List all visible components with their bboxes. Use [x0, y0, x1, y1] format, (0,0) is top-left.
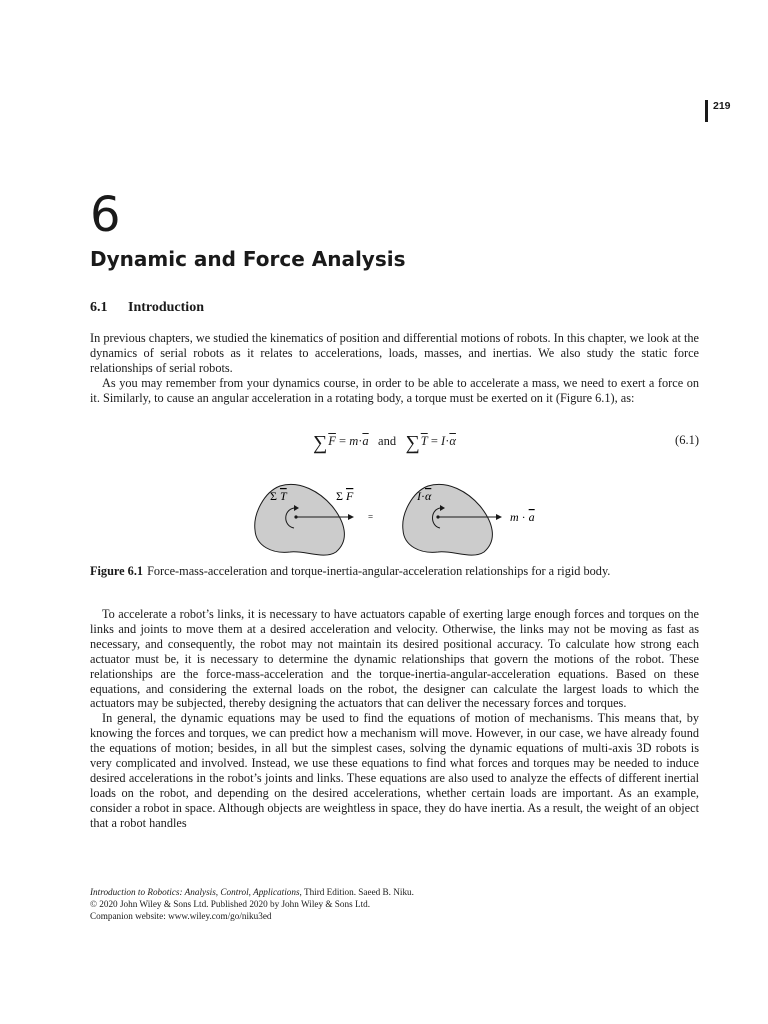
paragraph: In previous chapters, we studied the kinematics of position and differential motions of robots. In this chapter, we look at the dynamics of serial robots as it relates to accelerations, loads, masses, and inertias. We also study the static force relationships of serial robots. — [90, 331, 699, 375]
rigid-body-left — [255, 484, 345, 555]
edition-author: , Third Edition. Saeed B. Niku. — [299, 887, 414, 897]
caption-label: Figure 6.1 — [90, 564, 144, 578]
footer — [90, 886, 414, 922]
figure-caption — [90, 564, 699, 579]
inertia-label: I·α — [417, 489, 432, 503]
book-title: Introduction to Robotics: Analysis, Control, Applications — [90, 887, 300, 897]
paragraph: As you may remember from your dynamics course, in order to be able to accelerate a mass, we need to exert a force on it. Similarly, to cause an angular acceleration in a rotating body, a torque must be exerted on it (Figure 6.1), as: — [90, 375, 699, 405]
sum-symbol: ∑ — [405, 432, 420, 454]
dot-operator: · — [358, 434, 363, 448]
footer-citation — [90, 886, 414, 898]
chapter-title: Dynamic and Force Analysis — [90, 247, 406, 271]
equation-connector: and — [378, 434, 397, 448]
dot-operator: · — [445, 434, 450, 448]
intro-text — [90, 331, 699, 406]
torque-label: Σ T — [270, 489, 287, 503]
figure-6-1 — [250, 478, 550, 560]
equation-expression: $\sum\overline{F} = m\cdot\overline{a}$ and $\sum\overline{T} = I\cdot\overline{\alpha}$ — [313, 432, 456, 454]
paragraph: In general, the dynamic equations may be used to find the equations of motion of mechanisms. This means that, by knowing the forces and torques, we can predict how a mechanism will move. However, in our case, we have already found the equations of motion; besides, in all but the simplest cases, solving the dynamic equations of multi-axis 3D robots is very complicated and involved. Instead, we use these equations to find what forces and torques may be needed to induce desired accelerations in the robot’s joints and links. These equations are also used to analyze the effects of different inertial loads on the robot, and depending on the desired accelerations, whether certain loads are important. As an example, consider a robot in space. Although objects are weightless in space, they do have inertia. As a result, the weight of an object that a robot handles — [90, 711, 699, 830]
force-vector: $\overline{F}$ — [328, 434, 336, 448]
ma-label: m · a — [510, 510, 535, 524]
sum-symbol: ∑ — [313, 432, 328, 454]
torque-vector: $\overline{T}$ — [420, 434, 428, 448]
acceleration-vector: $\overline{a}$ — [362, 434, 369, 448]
equation-6-1 — [90, 430, 699, 452]
body-text — [90, 607, 699, 831]
equation-number: (6.1) — [675, 433, 699, 447]
section-title: Introduction — [128, 300, 204, 315]
page-number: 219 — [705, 100, 731, 122]
force-label: Σ F — [336, 489, 354, 503]
mass-symbol: m — [349, 434, 359, 448]
section-number: 6.1 — [90, 300, 108, 315]
companion-website: Companion website: www.wiley.com/go/niku3ed — [90, 911, 272, 921]
equals-sign: = — [368, 512, 374, 522]
inertia-symbol: I — [441, 434, 446, 448]
copyright: © 2020 John Wiley & Sons Ltd. Published 2020 by John Wiley & Sons Ltd. — [90, 899, 371, 909]
paragraph: To accelerate a robot’s links, it is necessary to have actuators capable of exerting large enough forces and torques on the links and joints to move them at a desired acceleration and velocity. Otherwise, the links may not be moving as fast as necessary, and consequently, the robot may not maintain its desired positional accuracy. To calculate how strong each actuator must be, it is necessary to determine the dynamic relationships that govern the motions of the robot. These relationships are the force-mass-acceleration and the torque-inertia-angular-acceleration equations. Based on these equations, and considering the external loads on the robot, the designer can calculate the largest loads to which the actuators may be subjected, thereby designing the actuators that can deliver the necessary forces and torques. — [90, 607, 699, 711]
arrow-head-icon — [348, 514, 354, 520]
section-heading — [90, 299, 204, 317]
caption-text: Force-mass-acceleration and torque-inertia-angular-acceleration relationships for a rigid body. — [147, 564, 611, 578]
arrow-head-icon — [496, 514, 502, 520]
chapter-number: 6 — [90, 187, 121, 243]
angular-acceleration-vector: $\overline{\alpha}$ — [449, 434, 456, 448]
